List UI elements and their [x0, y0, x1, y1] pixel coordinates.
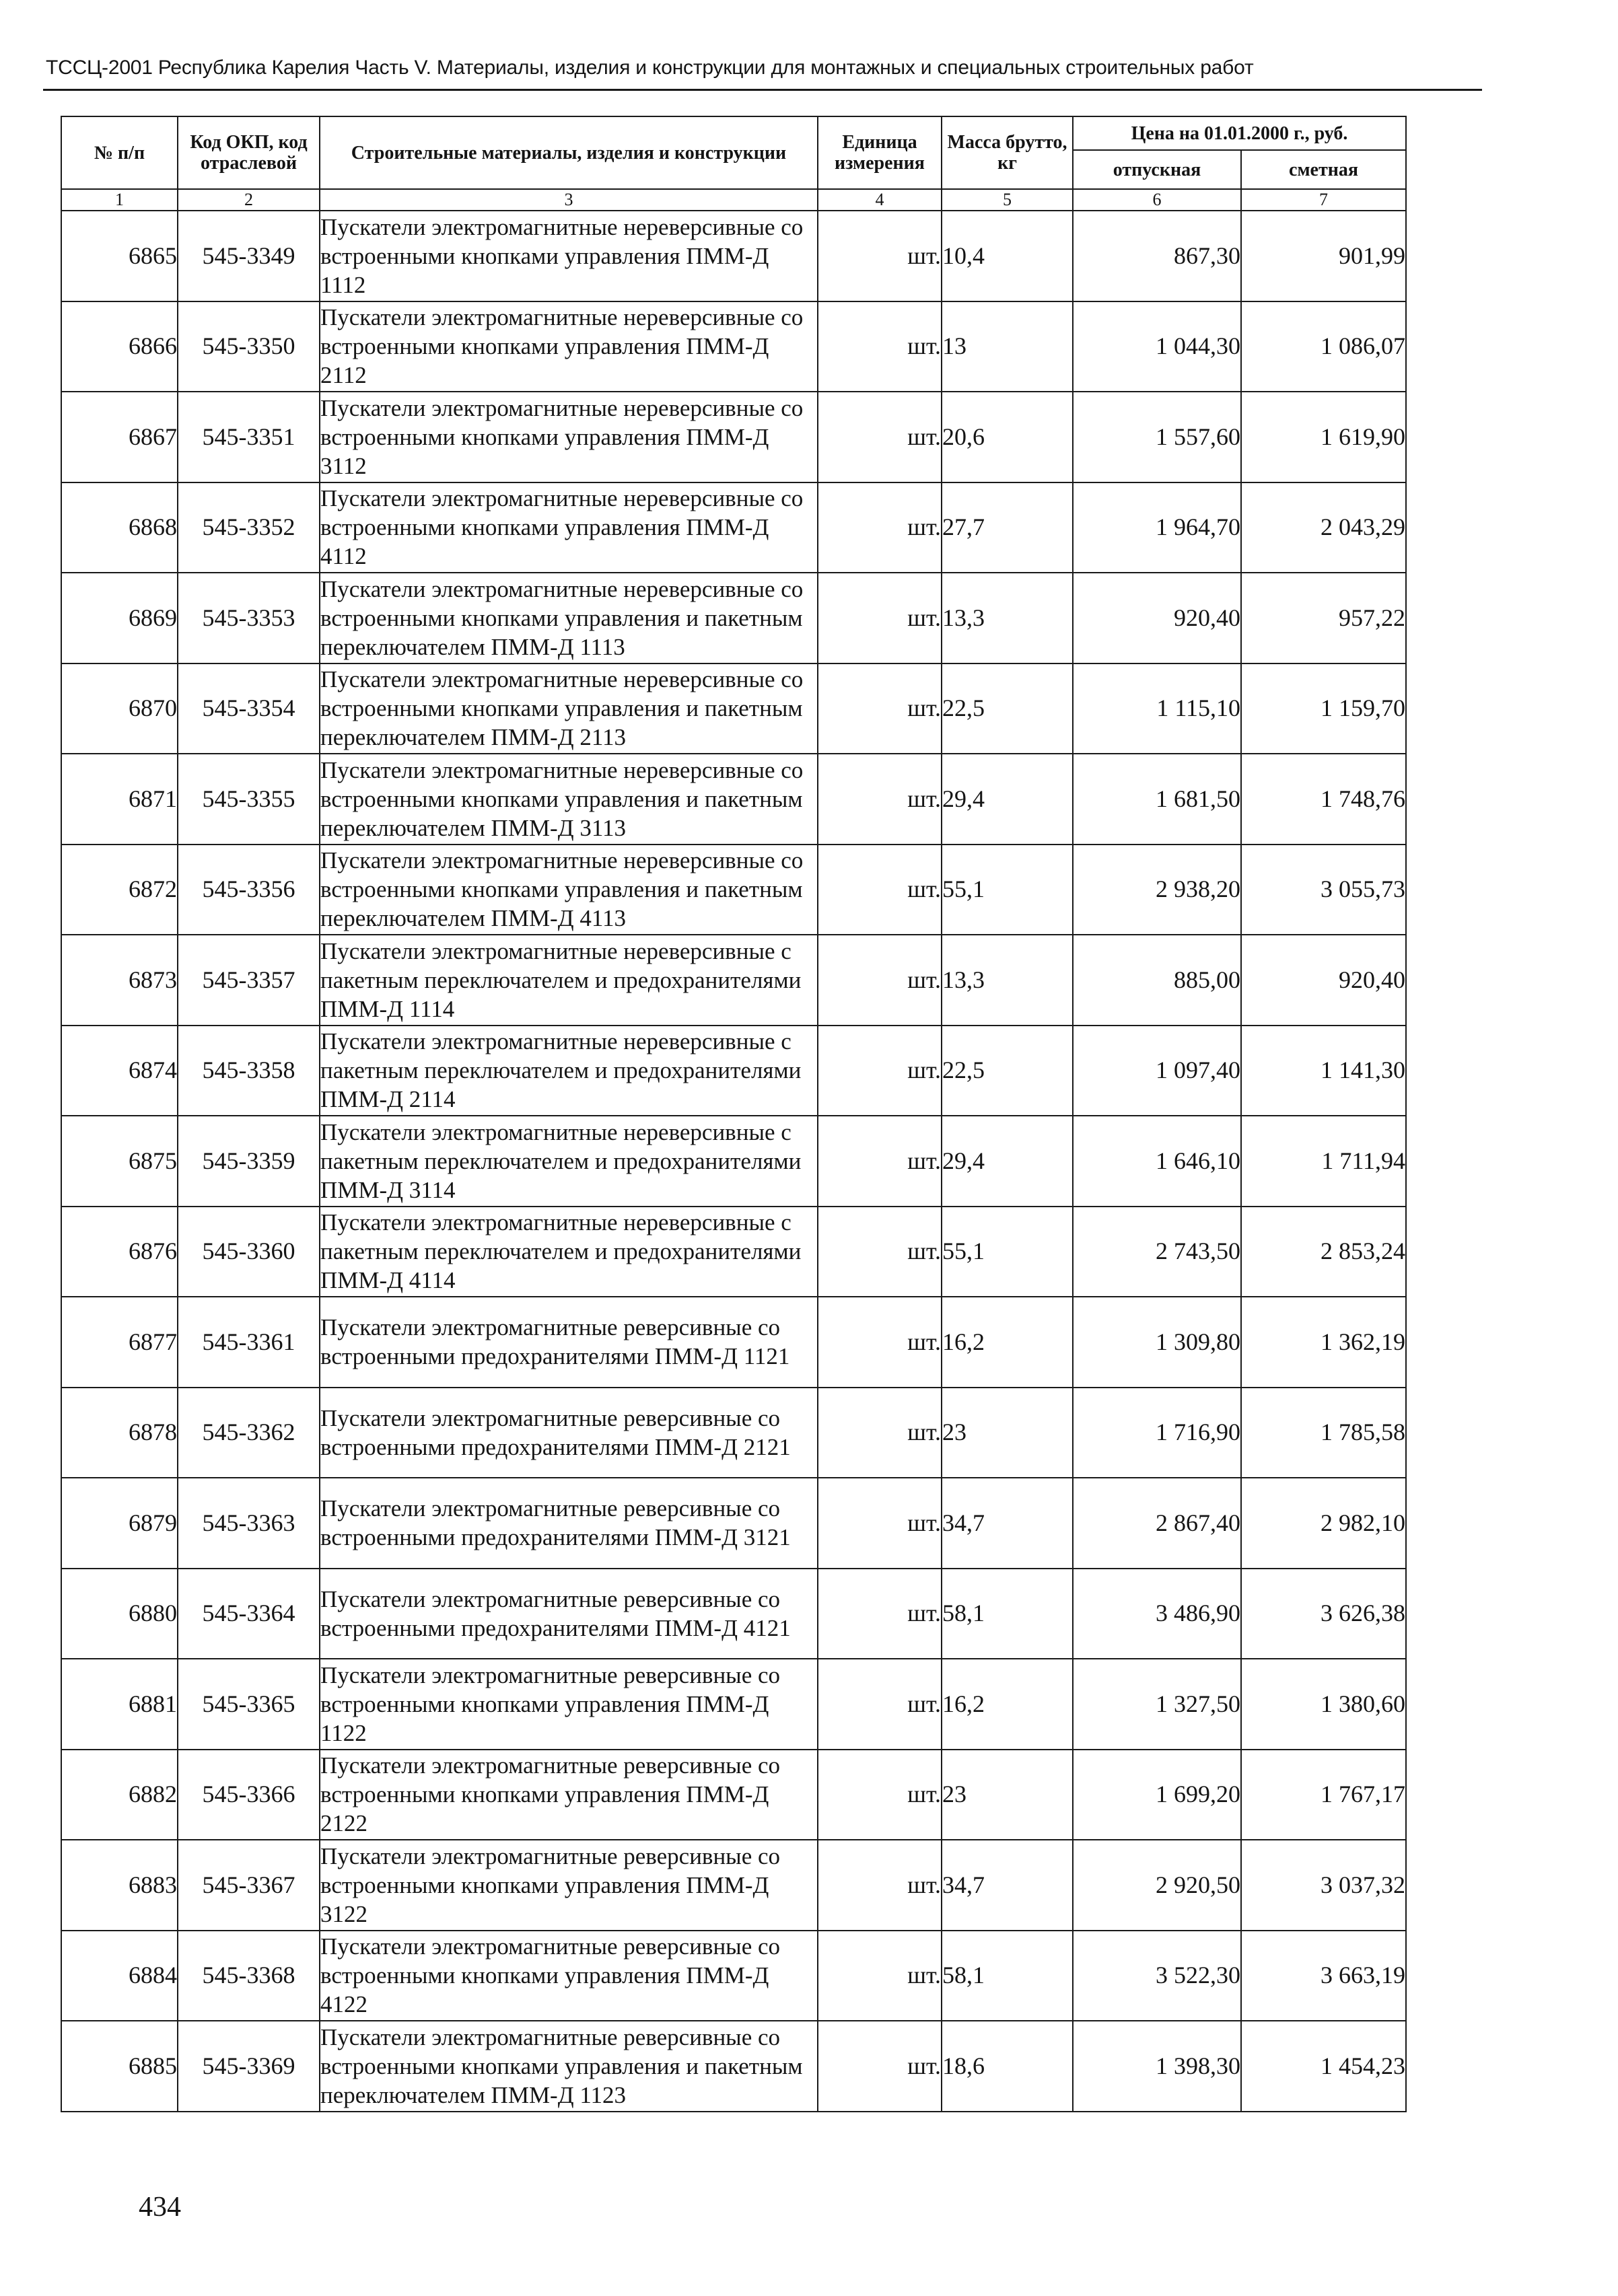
okp-code: 545-3361	[178, 1297, 320, 1388]
release-price: 1 044,30	[1073, 301, 1241, 392]
gross-mass: 58,1	[942, 1931, 1073, 2021]
table-row	[61, 1116, 1406, 1207]
release-price: 2 743,50	[1073, 1207, 1241, 1297]
release-price: 1 716,90	[1073, 1388, 1241, 1478]
column-number: 6	[1073, 189, 1241, 211]
column-number: 4	[818, 189, 942, 211]
estimate-price: 1 785,58	[1241, 1388, 1406, 1478]
release-price: 920,40	[1073, 573, 1241, 663]
okp-code: 545-3351	[178, 392, 320, 482]
row-number: 6884	[61, 1931, 178, 2021]
material-name: Пускатели электромагнитные нереверсивные с пакетным переключателем и предохранителями ПММ-Д 2114	[320, 1026, 818, 1116]
row-number: 6874	[61, 1026, 178, 1116]
table-row	[61, 1297, 1406, 1388]
estimate-price: 1 362,19	[1241, 1297, 1406, 1388]
material-name: Пускатели электромагнитные реверсивные со встроенными предохранителями ПММ-Д 4121	[320, 1569, 818, 1659]
page-number: 434	[139, 2192, 181, 2223]
estimate-price: 1 086,07	[1241, 301, 1406, 392]
table-row	[61, 935, 1406, 1026]
release-price: 1 398,30	[1073, 2021, 1241, 2112]
okp-code: 545-3357	[178, 935, 320, 1026]
header-divider	[43, 89, 1482, 91]
row-number: 6867	[61, 392, 178, 482]
unit-of-measure: шт.	[818, 663, 942, 754]
row-number: 6883	[61, 1840, 178, 1931]
estimate-price: 1 748,76	[1241, 754, 1406, 845]
price-table	[61, 116, 1407, 2112]
gross-mass: 29,4	[942, 1116, 1073, 1207]
estimate-price: 3 663,19	[1241, 1931, 1406, 2021]
table-row	[61, 573, 1406, 663]
header-num: № п/п	[61, 116, 178, 189]
row-number: 6873	[61, 935, 178, 1026]
release-price: 1 309,80	[1073, 1297, 1241, 1388]
okp-code: 545-3349	[178, 211, 320, 301]
table-row	[61, 1478, 1406, 1569]
material-name: Пускатели электромагнитные нереверсивные со встроенными кнопками управления и пакетным переключателем ПММ-Д 4113	[320, 845, 818, 935]
gross-mass: 20,6	[942, 392, 1073, 482]
table-row	[61, 1659, 1406, 1750]
gross-mass: 23	[942, 1750, 1073, 1840]
table-row	[61, 2021, 1406, 2112]
table-row	[61, 1840, 1406, 1931]
release-price: 2 920,50	[1073, 1840, 1241, 1931]
gross-mass: 10,4	[942, 211, 1073, 301]
running-header: ТССЦ-2001 Республика Карелия Часть V. Материалы, изделия и конструкции для монтажных и специальных строительных работ	[46, 57, 1254, 79]
gross-mass: 29,4	[942, 754, 1073, 845]
material-name: Пускатели электромагнитные нереверсивные со встроенными кнопками управления ПММ-Д 4112	[320, 482, 818, 573]
okp-code: 545-3367	[178, 1840, 320, 1931]
unit-of-measure: шт.	[818, 1931, 942, 2021]
table-row	[61, 845, 1406, 935]
okp-code: 545-3362	[178, 1388, 320, 1478]
estimate-price: 3 626,38	[1241, 1569, 1406, 1659]
unit-of-measure: шт.	[818, 482, 942, 573]
estimate-price: 2 982,10	[1241, 1478, 1406, 1569]
okp-code: 545-3358	[178, 1026, 320, 1116]
estimate-price: 1 141,30	[1241, 1026, 1406, 1116]
release-price: 1 964,70	[1073, 482, 1241, 573]
material-name: Пускатели электромагнитные нереверсивные со встроенными кнопками управления и пакетным переключателем ПММ-Д 1113	[320, 573, 818, 663]
estimate-price: 1 159,70	[1241, 663, 1406, 754]
material-name: Пускатели электромагнитные реверсивные со встроенными кнопками управления ПММ-Д 3122	[320, 1840, 818, 1931]
release-price: 2 867,40	[1073, 1478, 1241, 1569]
material-name: Пускатели электромагнитные нереверсивные со встроенными кнопками управления и пакетным переключателем ПММ-Д 2113	[320, 663, 818, 754]
material-name: Пускатели электромагнитные реверсивные со встроенными предохранителями ПММ-Д 1121	[320, 1297, 818, 1388]
gross-mass: 18,6	[942, 2021, 1073, 2112]
row-number: 6877	[61, 1297, 178, 1388]
row-number: 6868	[61, 482, 178, 573]
material-name: Пускатели электромагнитные нереверсивные с пакетным переключателем и предохранителями ПММ-Д 4114	[320, 1207, 818, 1297]
release-price: 1 646,10	[1073, 1116, 1241, 1207]
row-number: 6885	[61, 2021, 178, 2112]
unit-of-measure: шт.	[818, 1207, 942, 1297]
gross-mass: 55,1	[942, 845, 1073, 935]
row-number: 6879	[61, 1478, 178, 1569]
table-row	[61, 754, 1406, 845]
material-name: Пускатели электромагнитные реверсивные со встроенными кнопками управления ПММ-Д 1122	[320, 1659, 818, 1750]
gross-mass: 22,5	[942, 1026, 1073, 1116]
estimate-price: 1 454,23	[1241, 2021, 1406, 2112]
unit-of-measure: шт.	[818, 1026, 942, 1116]
column-number: 2	[178, 189, 320, 211]
gross-mass: 13	[942, 301, 1073, 392]
table-row	[61, 663, 1406, 754]
estimate-price: 901,99	[1241, 211, 1406, 301]
gross-mass: 23	[942, 1388, 1073, 1478]
gross-mass: 13,3	[942, 573, 1073, 663]
material-name: Пускатели электромагнитные реверсивные со встроенными кнопками управления ПММ-Д 2122	[320, 1750, 818, 1840]
unit-of-measure: шт.	[818, 754, 942, 845]
material-name: Пускатели электромагнитные реверсивные со встроенными предохранителями ПММ-Д 2121	[320, 1388, 818, 1478]
okp-code: 545-3353	[178, 573, 320, 663]
table-row	[61, 1388, 1406, 1478]
okp-code: 545-3368	[178, 1931, 320, 2021]
row-number: 6876	[61, 1207, 178, 1297]
table-row	[61, 211, 1406, 301]
estimate-price: 957,22	[1241, 573, 1406, 663]
release-price: 885,00	[1073, 935, 1241, 1026]
gross-mass: 13,3	[942, 935, 1073, 1026]
unit-of-measure: шт.	[818, 1750, 942, 1840]
estimate-price: 1 380,60	[1241, 1659, 1406, 1750]
table-row	[61, 301, 1406, 392]
unit-of-measure: шт.	[818, 1297, 942, 1388]
unit-of-measure: шт.	[818, 301, 942, 392]
row-number: 6871	[61, 754, 178, 845]
header-name: Строительные материалы, изделия и конструкции	[320, 116, 818, 189]
row-number: 6869	[61, 573, 178, 663]
unit-of-measure: шт.	[818, 1388, 942, 1478]
release-price: 1 699,20	[1073, 1750, 1241, 1840]
row-number: 6880	[61, 1569, 178, 1659]
release-price: 3 522,30	[1073, 1931, 1241, 2021]
unit-of-measure: шт.	[818, 1478, 942, 1569]
table-row	[61, 1931, 1406, 2021]
material-name: Пускатели электромагнитные нереверсивные с пакетным переключателем и предохранителями ПММ-Д 1114	[320, 935, 818, 1026]
column-number: 3	[320, 189, 818, 211]
gross-mass: 27,7	[942, 482, 1073, 573]
table-row	[61, 1207, 1406, 1297]
estimate-price: 920,40	[1241, 935, 1406, 1026]
header-price-estimate: сметная	[1241, 150, 1406, 189]
column-number: 1	[61, 189, 178, 211]
row-number: 6872	[61, 845, 178, 935]
estimate-price: 2 853,24	[1241, 1207, 1406, 1297]
header-price-release: отпускная	[1073, 150, 1241, 189]
unit-of-measure: шт.	[818, 1840, 942, 1931]
release-price: 1 681,50	[1073, 754, 1241, 845]
okp-code: 545-3364	[178, 1569, 320, 1659]
estimate-price: 1 711,94	[1241, 1116, 1406, 1207]
release-price: 1 115,10	[1073, 663, 1241, 754]
release-price: 1 097,40	[1073, 1026, 1241, 1116]
material-name: Пускатели электромагнитные реверсивные со встроенными предохранителями ПММ-Д 3121	[320, 1478, 818, 1569]
unit-of-measure: шт.	[818, 2021, 942, 2112]
gross-mass: 58,1	[942, 1569, 1073, 1659]
estimate-price: 1 767,17	[1241, 1750, 1406, 1840]
gross-mass: 16,2	[942, 1297, 1073, 1388]
row-number: 6866	[61, 301, 178, 392]
okp-code: 545-3369	[178, 2021, 320, 2112]
unit-of-measure: шт.	[818, 935, 942, 1026]
header-price-group: Цена на 01.01.2000 г., руб.	[1073, 116, 1406, 150]
release-price: 867,30	[1073, 211, 1241, 301]
row-number: 6881	[61, 1659, 178, 1750]
material-name: Пускатели электромагнитные нереверсивные со встроенными кнопками управления и пакетным переключателем ПММ-Д 3113	[320, 754, 818, 845]
column-number: 5	[942, 189, 1073, 211]
unit-of-measure: шт.	[818, 392, 942, 482]
table-row	[61, 1569, 1406, 1659]
row-number: 6865	[61, 211, 178, 301]
header-okp-code: Код ОКП, код отраслевой	[178, 116, 320, 189]
table-row	[61, 482, 1406, 573]
row-number: 6878	[61, 1388, 178, 1478]
table-body	[61, 211, 1406, 2112]
estimate-price: 3 055,73	[1241, 845, 1406, 935]
table-row	[61, 1026, 1406, 1116]
unit-of-measure: шт.	[818, 1659, 942, 1750]
unit-of-measure: шт.	[818, 211, 942, 301]
table-row	[61, 392, 1406, 482]
release-price: 1 557,60	[1073, 392, 1241, 482]
unit-of-measure: шт.	[818, 845, 942, 935]
okp-code: 545-3354	[178, 663, 320, 754]
gross-mass: 34,7	[942, 1840, 1073, 1931]
release-price: 2 938,20	[1073, 845, 1241, 935]
okp-code: 545-3350	[178, 301, 320, 392]
release-price: 1 327,50	[1073, 1659, 1241, 1750]
okp-code: 545-3352	[178, 482, 320, 573]
gross-mass: 34,7	[942, 1478, 1073, 1569]
row-number: 6875	[61, 1116, 178, 1207]
row-number: 6882	[61, 1750, 178, 1840]
unit-of-measure: шт.	[818, 1116, 942, 1207]
row-number: 6870	[61, 663, 178, 754]
okp-code: 545-3360	[178, 1207, 320, 1297]
gross-mass: 55,1	[942, 1207, 1073, 1297]
estimate-price: 1 619,90	[1241, 392, 1406, 482]
release-price: 3 486,90	[1073, 1569, 1241, 1659]
okp-code: 545-3355	[178, 754, 320, 845]
unit-of-measure: шт.	[818, 573, 942, 663]
material-name: Пускатели электромагнитные нереверсивные со встроенными кнопками управления ПММ-Д 3112	[320, 392, 818, 482]
okp-code: 545-3366	[178, 1750, 320, 1840]
table-row	[61, 1750, 1406, 1840]
okp-code: 545-3363	[178, 1478, 320, 1569]
gross-mass: 22,5	[942, 663, 1073, 754]
unit-of-measure: шт.	[818, 1569, 942, 1659]
estimate-price: 2 043,29	[1241, 482, 1406, 573]
okp-code: 545-3365	[178, 1659, 320, 1750]
gross-mass: 16,2	[942, 1659, 1073, 1750]
material-name: Пускатели электромагнитные нереверсивные со встроенными кнопками управления ПММ-Д 2112	[320, 301, 818, 392]
material-name: Пускатели электромагнитные реверсивные со встроенными кнопками управления ПММ-Д 4122	[320, 1931, 818, 2021]
header-unit: Единица измерения	[818, 116, 942, 189]
okp-code: 545-3356	[178, 845, 320, 935]
table-header	[61, 116, 1406, 211]
material-name: Пускатели электромагнитные нереверсивные со встроенными кнопками управления ПММ-Д 1112	[320, 211, 818, 301]
material-name: Пускатели электромагнитные нереверсивные с пакетным переключателем и предохранителями ПММ-Д 3114	[320, 1116, 818, 1207]
header-mass: Масса брутто, кг	[942, 116, 1073, 189]
column-number-row	[61, 189, 1406, 211]
estimate-price: 3 037,32	[1241, 1840, 1406, 1931]
material-name: Пускатели электромагнитные реверсивные со встроенными кнопками управления и пакетным переключателем ПММ-Д 1123	[320, 2021, 818, 2112]
column-number: 7	[1241, 189, 1406, 211]
okp-code: 545-3359	[178, 1116, 320, 1207]
